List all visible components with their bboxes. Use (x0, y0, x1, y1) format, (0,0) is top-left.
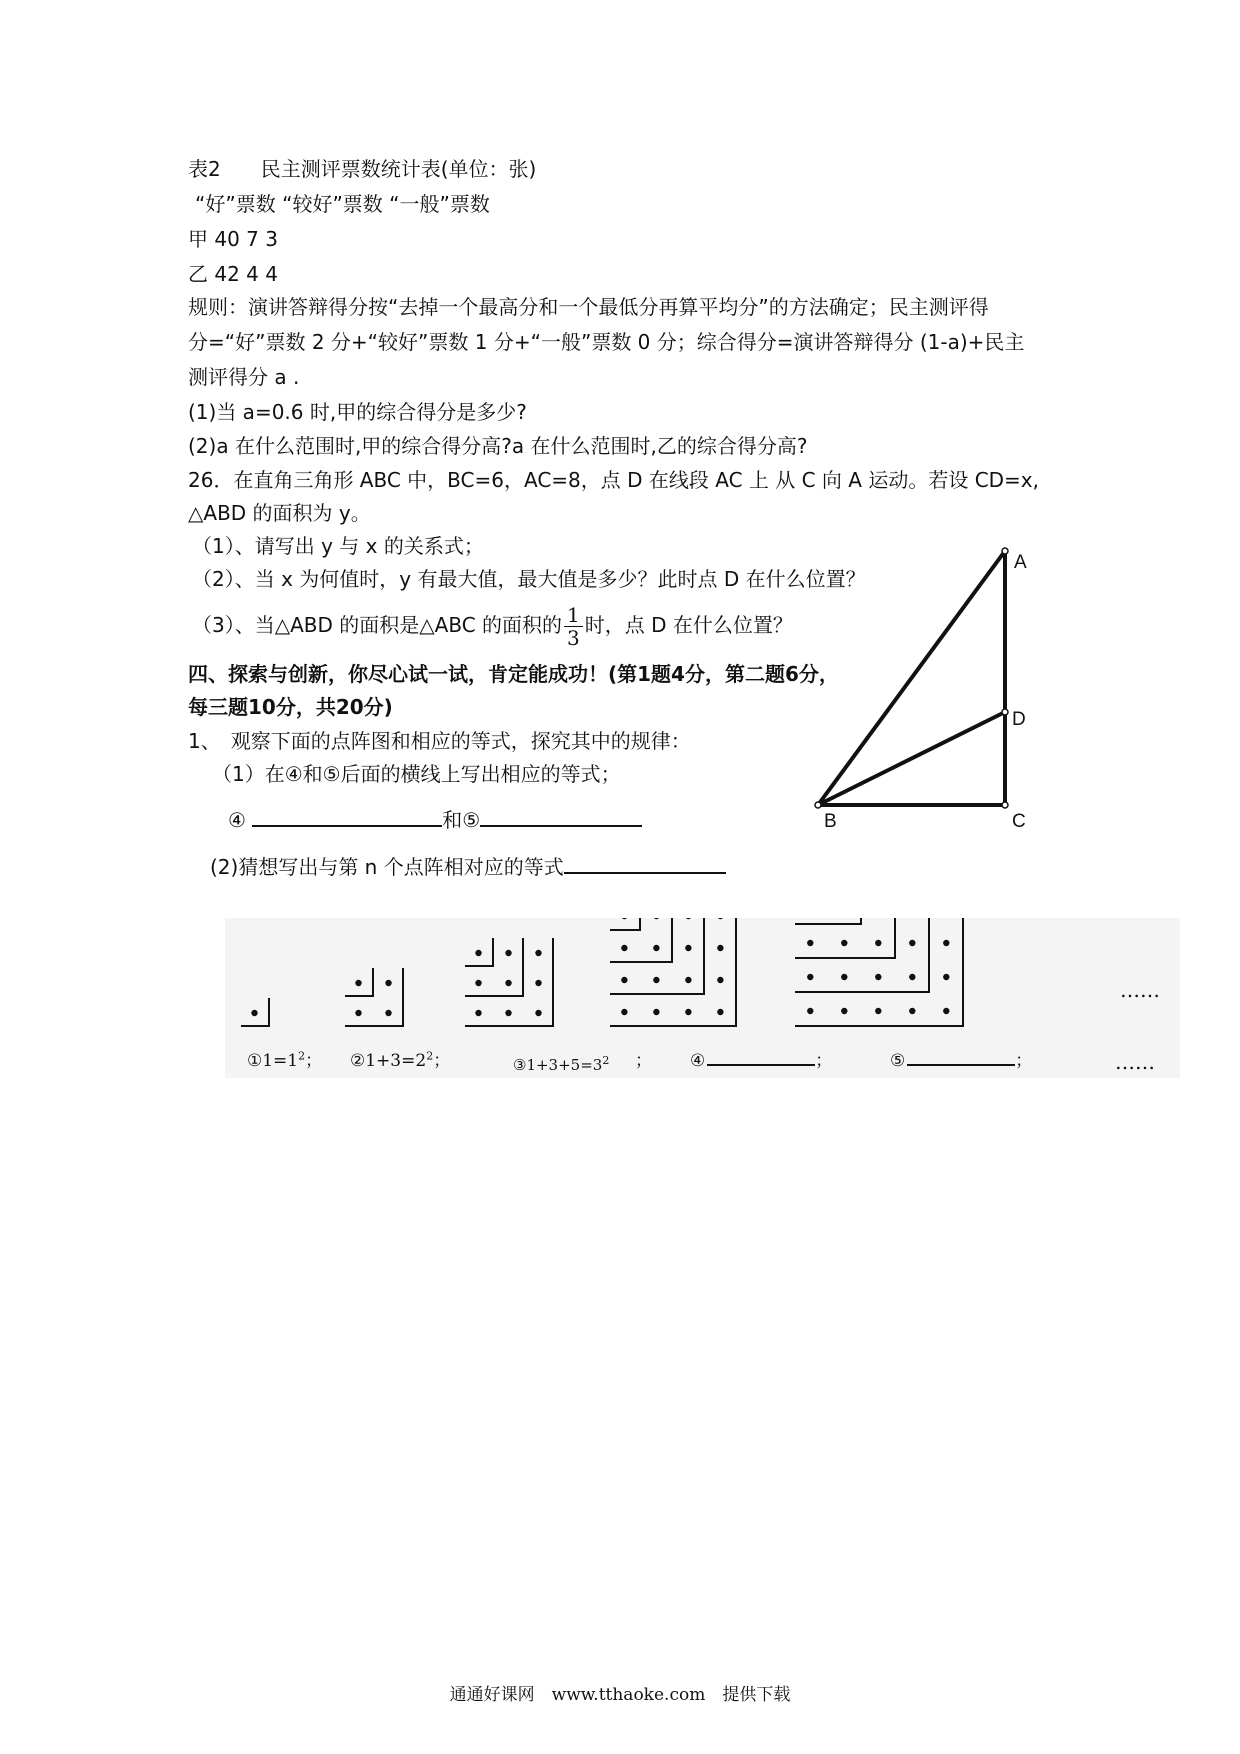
dot (505, 950, 511, 956)
q25-part-2: (2)a 在什么范围时,甲的综合得分高?a 在什么范围时,乙的综合得分高? (188, 434, 808, 458)
dot (385, 980, 391, 986)
section-4-q1: 1、 观察下面的点阵图和相应的等式，探究其中的规律： (188, 729, 691, 753)
section-4-title-2: 每三题10分，共20分) (188, 695, 393, 719)
caption-1: $①1=1^2$； (247, 1049, 323, 1071)
q26-part-2: （2）、当 x 为何值时，y 有最大值，最大值是多少？此时点 D 在什么位置？ (192, 567, 866, 591)
caption-4-blank[interactable] (707, 1064, 815, 1066)
dot (943, 1008, 949, 1014)
dot (717, 945, 723, 951)
dot (807, 940, 813, 946)
dot (909, 974, 915, 980)
dot (475, 950, 481, 956)
q26-part-3-before: （3）、当△ABD 的面积是△ABC 的面积的 (192, 613, 563, 637)
section-4-title-1: 四、探索与创新，你尽心试一试，肯定能成功！(第1题4分，第二题6分， (188, 662, 839, 686)
label-a: A (1014, 552, 1027, 573)
rules-line-1: 规则：演讲答辩得分按“去掉一个最高分和一个最低分再算平均分”的方法确定；民主测评得 (188, 295, 989, 319)
answer-line-4-5 (228, 805, 642, 834)
caption-5-blank[interactable] (907, 1064, 1015, 1066)
answer-blank-n[interactable] (564, 852, 726, 874)
dot (909, 940, 915, 946)
section-4-part-2: (2)猜想写出与第 n 个点阵相对应的等式 (210, 855, 564, 879)
point-a (1002, 548, 1008, 554)
dot (875, 1008, 881, 1014)
dot-array-2 (345, 968, 403, 1026)
dot-arrays-svg (225, 918, 1180, 1038)
dot (475, 980, 481, 986)
dot (621, 918, 627, 919)
caption-3: $③1+3+5=3^2$ (513, 1054, 610, 1074)
dot (807, 1008, 813, 1014)
point-c (1002, 802, 1008, 808)
caption-5: ⑤ ； (890, 1051, 1033, 1071)
q26-stem-1: 26．在直角三角形 ABC 中，BC=6，AC=8，点 D 在线段 AC 上 从 C 向 A 运动。若设 CD=x, (188, 468, 1040, 492)
dot-array-5 (795, 918, 963, 1026)
dot (505, 1010, 511, 1016)
separator-line (610, 918, 640, 930)
dot (653, 977, 659, 983)
table-header: “好”票数 “较好”票数 “一般”票数 (195, 192, 490, 216)
dot (653, 1009, 659, 1015)
answer-blank-4[interactable] (252, 805, 442, 827)
table-caption: 表2 民主测评票数统计表(单位：张) (188, 157, 537, 181)
section-4-part-1: （1）在④和⑤后面的横线上写出相应的等式； (212, 762, 621, 786)
dot (653, 918, 659, 919)
dot (875, 974, 881, 980)
dot-array-3 (465, 938, 553, 1026)
label-d: D (1012, 709, 1026, 730)
section-4-part-2-line (210, 852, 726, 881)
dot (385, 1010, 391, 1016)
dot (685, 945, 691, 951)
dot (505, 980, 511, 986)
dot (841, 974, 847, 980)
dot (875, 940, 881, 946)
dot-array-1 (241, 998, 269, 1026)
footer-credit: 通通好课网 www.tthaoke.com 提供下载 (449, 1685, 791, 1705)
dot (535, 950, 541, 956)
q26-stem-2: △ABD 的面积为 y。 (188, 501, 371, 525)
dot (621, 1009, 627, 1015)
label-b: B (824, 811, 837, 830)
dot (717, 977, 723, 983)
dot (685, 1009, 691, 1015)
blank-4-label: ④ (228, 808, 246, 832)
dot (475, 1010, 481, 1016)
dot (355, 1010, 361, 1016)
dot (535, 980, 541, 986)
dot (251, 1010, 257, 1016)
dot-pattern-panel (225, 918, 1180, 1078)
one-third-fraction: $\frac{1}{3}$ (564, 604, 583, 649)
point-b (815, 802, 821, 808)
dot (717, 918, 723, 919)
dot (841, 1008, 847, 1014)
answer-blank-5[interactable] (480, 805, 642, 827)
dot (943, 940, 949, 946)
dot (355, 980, 361, 986)
dot (909, 1008, 915, 1014)
separator-line (795, 918, 929, 992)
dot (621, 945, 627, 951)
q25-part-1: (1)当 a=0.6 时,甲的综合得分是多少? (188, 400, 527, 424)
q26-part-3 (192, 598, 793, 652)
caption-2: $②1+3=2^2$； (350, 1049, 451, 1071)
segment-bd (818, 712, 1005, 805)
table-row-jia: 甲 40 7 3 (188, 227, 278, 251)
dot (943, 974, 949, 980)
point-d (1002, 709, 1008, 715)
dot (841, 940, 847, 946)
and-5-label: 和⑤ (442, 808, 481, 832)
dot-array-4 (610, 918, 736, 1026)
ellipsis-bottom: …… (1115, 1050, 1155, 1074)
dot (621, 977, 627, 983)
dot (535, 1010, 541, 1016)
caption-3-semicolon: ； (635, 1051, 652, 1071)
rules-line-3: 测评得分 a . (188, 365, 300, 389)
dot (717, 1009, 723, 1015)
rules-line-2: 分=“好”票数 2 分+“较好”票数 1 分+“一般”票数 0 分；综合得分=演讲答辩得分 (1-a)+民主 (188, 330, 1025, 354)
q26-part-3-after: 时，点 D 在什么位置？ (584, 613, 793, 637)
label-c: C (1012, 811, 1026, 830)
dot (807, 974, 813, 980)
dot (653, 945, 659, 951)
side-ab (818, 551, 1005, 805)
dot (685, 977, 691, 983)
separator-line (795, 918, 861, 924)
table-row-yi: 乙 42 4 4 (188, 262, 278, 286)
dot (685, 918, 691, 919)
caption-4: ④ ； (690, 1051, 833, 1071)
ellipsis-top: …… (1120, 978, 1160, 1002)
q26-part-1: （1）、请写出 y 与 x 的关系式； (192, 534, 484, 558)
